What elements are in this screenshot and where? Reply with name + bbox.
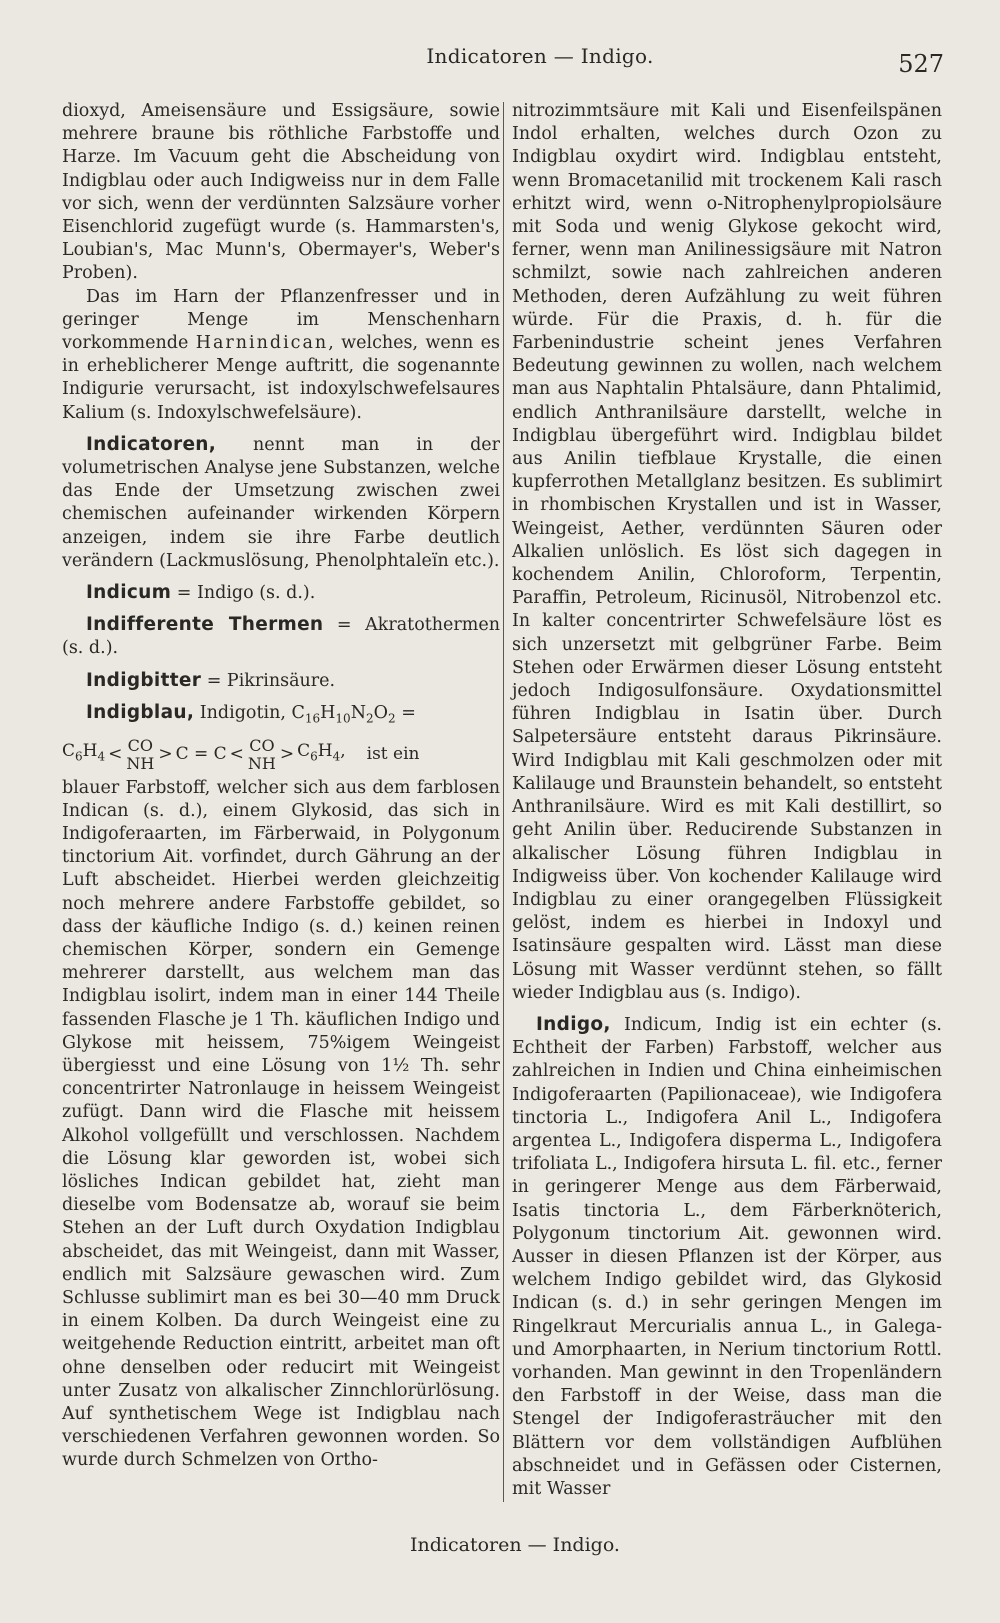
formula-bracket: > — [279, 743, 295, 764]
paragraph: nitrozimmtsäure mit Kali und Eisenfeilspänen Indol erhalten, welches durch Ozon zu Indigblau oxydirt wird. Indigblau entsteht, wenn Bromacetanilid mit trockenem Kali rasch erhitzt wird, wenn o-Nitrophenylpropiolsäure mit Soda und wenig Glykose gekocht wird, ferner, wenn man Anilinessigsäure mit Natron schmilzt, sowie nach zahlreichen anderen Methoden, deren Aufzählung zu weit führen würde. Für die Praxis, d. h. für die Farbenindustrie scheint jenes Verfahren Bedeutung gewinnen zu wollen, nach welchem man aus Naphtalin Phtalsäure, dann Phtalimid, endlich Anthranilsäure darstellt, welche in Indigblau übergeführt wird. Indigblau bildet aus Anilin tiefblaue Krystalle, die einen kupferrothen Metallglanz besitzen. Es sublimirt in rhombischen Krystallen und ist in Wasser, Weingeist, Aether, verdünnten Säuren oder Alkalien unlöslich. Es löst sich dagegen in kochendem Anilin, Chloroform, Terpentin, Paraffin, Petroleum, Ricinusöl, Nitrobenzol etc. In kalter concentrirter Schwefelsäure löst es sich unzersetzt mit gelbgrüner Farbe. Beim Stehen oder Erwärmen dieser Lösung entsteht jedoch Indigosulfonsäure. Oxydationsmittel führen Indigblau in Isatin über. Durch Salpetersäure entsteht daraus Pikrinsäure. Wird Indigblau mit Kali geschmolzen oder mit Kalilauge und Braunstein behandelt, so entsteht Anthranilsäure. Wird es mit Kali destillirt, so geht Anilin über. Reducirende Substanzen in alkalischer Lösung führen Indigblau in Indigweiss über. Von kochender Kalilauge wird Indigblau zu einer orangegelben Flüssigkeit gelöst, indem es hierbei in Indoxyl und Isatinsäure gespalten wird. Lässt man diese Lösung mit Wasser verdünnt stehen, so fällt wieder Indigblau aus (s. Indigo). — [512, 101, 942, 1003]
entry-text: nennt man in der volumetrischen Analyse jene Substanzen, welche das Ende der Umsetzung zwischen zwei chemischen aufeinander wirkenden Körpern anzeigen, indem sie ihre Farbe deutlich verändern (Lackmuslösung, Phenolphtaleïn etc.). — [62, 434, 500, 571]
term-harnindican: Harnindican — [195, 333, 329, 354]
formula-bracket: < — [229, 743, 244, 764]
entry-text: Indicum, Indig ist ein echter (s. Echtheit der Farben) Farbstoff, welcher aus zahlreichen in Indien und China einheimischen Indigoferaarten (Papilionaceae), wie Indigofera tinctoria L., Indigofera Anil L., Indigofera argentea L., Indigofera disperma L., Indigofera trifoliata L., Indigofera hirsuta L. fil. etc., ferner in geringerer Menge aus dem Färberwaid, Isatis tinctoria L., dem Färberknöterich, Polygonum tinctorium Ait. gewonnen wird. Ausser in diesen Pflanzen ist der Körper, aus welchem Indigo gebildet wird, das Glykosid Indican (s. d.) in sehr geringen Mengen im Ringelkraut Mercurialis annua L., in Galega- und Amorphaarten, in Nerium tinctorium Rottl. vorhanden. Man gewinnt in den Tropenländern den Farbstoff in der Weise, dass man die Stengel der Indigoferasträucher mit den Blättern vor dem vollständigen Aufblühen abschneidet und in Gefässen oder Cisternen, mit Wasser — [512, 1014, 942, 1499]
entry-heading: Indigbitter — [86, 669, 202, 691]
indigo-formula — [62, 737, 500, 773]
formula-co: CO — [249, 735, 275, 755]
formula-c6h4: $C_6H_4$ — [62, 741, 106, 764]
entry-indigbitter — [62, 669, 500, 693]
entry-heading: Indicatoren, — [86, 433, 217, 455]
formula-middle: C = C — [175, 743, 227, 764]
formula-tail: $C_6H_4$, — [297, 741, 346, 764]
formula-ist-ein: ist ein — [366, 743, 420, 764]
formula-nh: NH — [126, 753, 155, 773]
paragraph: dioxyd, Ameisensäure und Essigsäure, sowie mehrere braune bis röthliche Farbstoffe und Harze. Im Vacuum geht die Abscheidung von Indigblau oder auch Indigweiss nur in dem Falle vor sich, wenn der verdünnten Salzsäure vorher Eisenchlorid zugefügt wurde (s. Hammarsten's, Loubian's, Mac Munn's, Obermayer's, Weber's Proben). — [62, 101, 500, 284]
entry-indigblau: Indigblau, Indigotin, $C_{16}H_{10}N_2O_2$ = — [86, 701, 416, 726]
formula-nh: NH — [247, 753, 276, 773]
right-column — [512, 100, 942, 1501]
entry-heading: Indigblau, — [86, 701, 195, 723]
column-divider — [503, 102, 504, 1502]
entry-heading: Indifferente Thermen — [86, 614, 324, 636]
paragraph-harnindican — [62, 286, 500, 425]
left-column — [62, 100, 500, 1473]
formula-co-nh — [248, 737, 276, 773]
entry-indicatoren — [62, 433, 500, 573]
running-head: Indicatoren — Indigo. — [426, 44, 654, 68]
entry-text: = Akratothermen (s. d.). — [62, 615, 500, 659]
formula-co: CO — [127, 735, 154, 755]
entry-indifferente-thermen — [62, 613, 500, 660]
footer: Indicatoren — Indigo. — [410, 1534, 620, 1556]
formula-bracket: < — [108, 743, 123, 764]
formula-bracket: > — [158, 743, 173, 764]
entry-text: = Pikrinsäure. — [201, 670, 336, 691]
paragraph-text: , welches, wenn es in erheblicherer Menge auftritt, die sogenannte Indigurie verursacht, ist indoxylschwefelsaures Kalium (s. Indoxylschwefelsäure). — [62, 333, 500, 423]
entry-text: = Indigo (s. d.). — [171, 583, 316, 604]
entry-indicum — [62, 581, 500, 605]
formula-co-nh — [126, 737, 154, 773]
page-number: 527 — [898, 50, 944, 78]
paragraph-indigblau: blauer Farbstoff, welcher sich aus dem farblosen Indican (s. d.), einem Glykosid, das sich in Indigoferaarten, im Färberwaid, in Polygonum tinctorium Ait. vorfindet, durch Gährung an der Luft abscheidet. Hierbei werden gleichzeitig noch mehrere andere Farbstoffe gebildet, so dass der käufliche Indigo (s. d.) keinen reinen chemischen Körper, sondern ein Gemenge mehrerer darstellt, aus welchem man das Indigblau isolirt, indem man in einer 144 Theile fassenden Flasche je 1 Th. käuflichen Indigo und Glykose mit heissem, 75%igem Weingeist übergiesst und eine Lösung von 1½ Th. sehr concentrirter Natronlauge in heissem Weingeist zufügt. Dann wird die Flasche mit heissem Alkohol vollgefüllt und verschlossen. Nachdem die Lösung klar geworden ist, wobei sich lösliches Indican gebildet hat, zieht man dieselbe vom Bodensatze ab, worauf sie beim Stehen an der Luft durch Oxydation Indigblau abscheidet, das mit Weingeist, dann mit Wasser, endlich mit Salzsäure gewaschen wird. Zum Schlusse sublimirt man es bei 30—40 mm Druck in einem Kolben. Da durch Weingeist eine zu weitgehende Reduction eintritt, arbeitet man oft ohne denselben oder reducirt mit Weingeist unter Zusatz von alkalischer Zinnchlorürlösung. Auf synthetischem Wege ist Indigblau nach verschiedenen Verfahren gewonnen worden. So wurde durch Schmelzen von Ortho- — [62, 777, 500, 1471]
paragraph-text: Das im Harn der Pflanzenfresser und in geringer Menge im Menschenharn vorkommende — [62, 286, 500, 354]
entry-heading: Indicum — [86, 582, 172, 604]
entry-heading: Indigo, — [536, 1013, 611, 1035]
entry-indigo — [512, 1013, 942, 1501]
entry-text: Indigotin, — [194, 702, 286, 723]
